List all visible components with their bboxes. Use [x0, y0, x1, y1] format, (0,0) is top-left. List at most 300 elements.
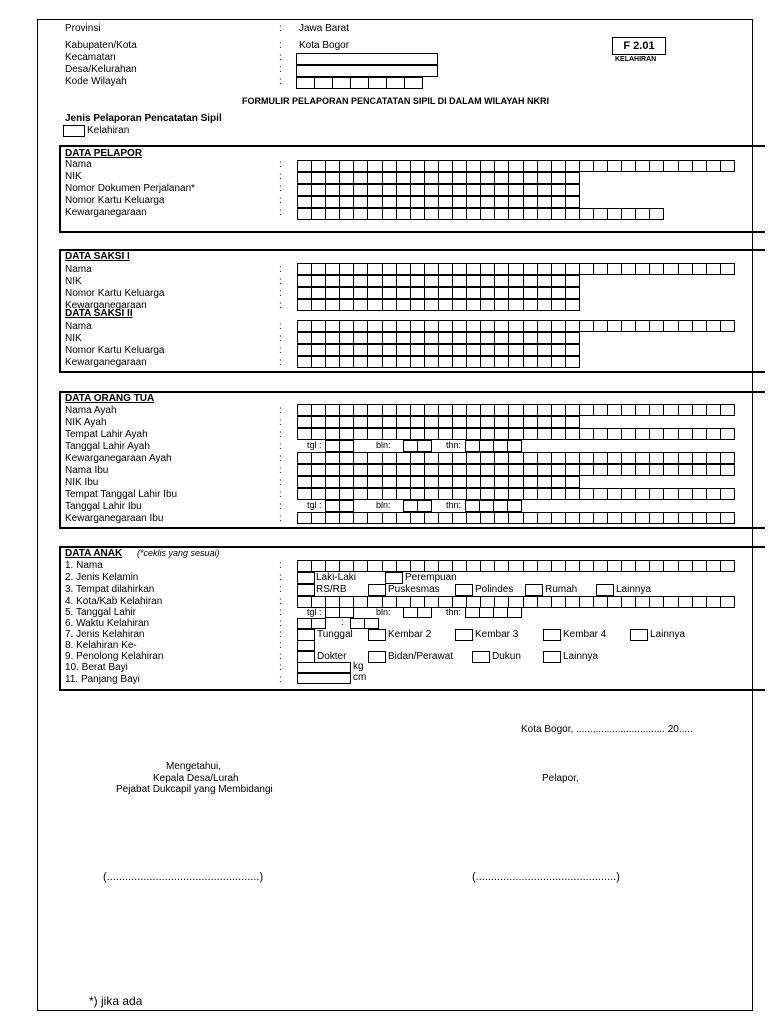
input-cell[interactable] [480, 184, 495, 196]
input-cell[interactable] [466, 488, 481, 500]
input-cell[interactable] [396, 428, 411, 440]
desa-field[interactable] [296, 65, 438, 77]
input-cell[interactable] [649, 452, 664, 464]
input-cell[interactable] [452, 196, 467, 208]
input-cell[interactable] [368, 77, 387, 89]
input-cell[interactable] [353, 263, 368, 275]
input-cell[interactable] [523, 428, 538, 440]
input-cell[interactable] [297, 464, 312, 476]
input-cell[interactable] [649, 320, 664, 332]
input-cell[interactable] [382, 263, 397, 275]
input-cell[interactable] [466, 560, 481, 572]
input-cell[interactable] [706, 263, 721, 275]
input-cell[interactable] [311, 476, 326, 488]
ortu-field-input[interactable] [297, 452, 734, 464]
input-cell[interactable] [508, 512, 523, 524]
input-cell[interactable] [410, 208, 425, 220]
input-cell[interactable] [537, 275, 552, 287]
input-cell[interactable] [593, 452, 608, 464]
input-cell[interactable] [353, 172, 368, 184]
input-cell[interactable] [565, 404, 580, 416]
input-cell[interactable] [311, 287, 326, 299]
input-cell[interactable] [325, 416, 340, 428]
input-cell[interactable] [382, 356, 397, 368]
input-cell[interactable] [579, 452, 594, 464]
input-cell[interactable] [311, 299, 326, 311]
input-cell[interactable] [424, 160, 439, 172]
input-cell[interactable] [649, 404, 664, 416]
input-cell[interactable] [452, 452, 467, 464]
input-cell[interactable] [438, 464, 453, 476]
input-cell[interactable] [551, 160, 566, 172]
input-cell[interactable] [537, 560, 552, 572]
input-cell[interactable] [480, 560, 495, 572]
input-cell[interactable] [410, 275, 425, 287]
input-cell[interactable] [523, 184, 538, 196]
input-cell[interactable] [403, 500, 418, 512]
input-cell[interactable] [297, 320, 312, 332]
input-cell[interactable] [424, 356, 439, 368]
input-cell[interactable] [325, 275, 340, 287]
input-cell[interactable] [565, 208, 580, 220]
input-cell[interactable] [621, 560, 636, 572]
input-cell[interactable] [438, 512, 453, 524]
day-field[interactable] [325, 500, 353, 512]
input-cell[interactable] [396, 275, 411, 287]
kelahiran-ke-field[interactable] [297, 640, 315, 651]
input-cell[interactable] [579, 464, 594, 476]
input-cell[interactable] [339, 560, 354, 572]
input-cell[interactable] [396, 320, 411, 332]
input-cell[interactable] [692, 452, 707, 464]
input-cell[interactable] [479, 607, 494, 618]
input-cell[interactable] [339, 332, 354, 344]
tempat-puskesmas-checkbox[interactable] [368, 584, 386, 596]
input-cell[interactable] [565, 596, 580, 608]
saksi2-field-input[interactable] [297, 320, 734, 332]
input-cell[interactable] [452, 320, 467, 332]
input-cell[interactable] [607, 404, 622, 416]
input-cell[interactable] [551, 464, 566, 476]
input-cell[interactable] [410, 196, 425, 208]
input-cell[interactable] [297, 356, 312, 368]
input-cell[interactable] [508, 332, 523, 344]
saksi1-field-input[interactable] [297, 299, 579, 311]
input-cell[interactable] [494, 476, 509, 488]
input-cell[interactable] [537, 263, 552, 275]
input-cell[interactable] [494, 464, 509, 476]
ortu-field-input[interactable] [297, 428, 734, 440]
kecamatan-field[interactable] [296, 53, 438, 65]
gender-perempuan-checkbox[interactable] [385, 572, 403, 584]
input-cell[interactable] [692, 404, 707, 416]
input-cell[interactable] [466, 356, 481, 368]
input-cell[interactable] [706, 512, 721, 524]
input-cell[interactable] [621, 488, 636, 500]
input-cell[interactable] [367, 464, 382, 476]
input-cell[interactable] [593, 160, 608, 172]
input-cell[interactable] [325, 332, 340, 344]
pelapor-field-input[interactable] [297, 160, 734, 172]
input-cell[interactable] [325, 607, 340, 618]
input-cell[interactable] [621, 512, 636, 524]
input-cell[interactable] [339, 196, 354, 208]
input-cell[interactable] [452, 287, 467, 299]
input-cell[interactable] [339, 416, 354, 428]
input-cell[interactable] [353, 287, 368, 299]
input-cell[interactable] [635, 452, 650, 464]
input-cell[interactable] [508, 172, 523, 184]
input-cell[interactable] [593, 464, 608, 476]
input-cell[interactable] [508, 452, 523, 464]
input-cell[interactable] [466, 476, 481, 488]
input-cell[interactable] [382, 208, 397, 220]
input-cell[interactable] [438, 428, 453, 440]
input-cell[interactable] [551, 287, 566, 299]
jenis-lainnya-checkbox[interactable] [630, 629, 648, 641]
input-cell[interactable] [494, 416, 509, 428]
input-cell[interactable] [692, 464, 707, 476]
input-cell[interactable] [551, 263, 566, 275]
input-cell[interactable] [452, 488, 467, 500]
month-field[interactable] [403, 440, 431, 452]
input-cell[interactable] [678, 488, 693, 500]
input-cell[interactable] [565, 464, 580, 476]
input-cell[interactable] [579, 560, 594, 572]
input-cell[interactable] [353, 196, 368, 208]
input-cell[interactable] [607, 428, 622, 440]
input-cell[interactable] [353, 299, 368, 311]
input-cell[interactable] [607, 452, 622, 464]
input-cell[interactable] [424, 476, 439, 488]
input-cell[interactable] [438, 263, 453, 275]
input-cell[interactable] [551, 184, 566, 196]
input-cell[interactable] [508, 344, 523, 356]
input-cell[interactable] [297, 160, 312, 172]
input-cell[interactable] [396, 196, 411, 208]
input-cell[interactable] [466, 184, 481, 196]
input-cell[interactable] [382, 404, 397, 416]
input-cell[interactable] [692, 263, 707, 275]
input-cell[interactable] [635, 160, 650, 172]
input-cell[interactable] [593, 512, 608, 524]
input-cell[interactable] [466, 404, 481, 416]
input-cell[interactable] [480, 416, 495, 428]
input-cell[interactable] [424, 332, 439, 344]
input-cell[interactable] [367, 428, 382, 440]
input-cell[interactable] [311, 332, 326, 344]
saksi1-field-input[interactable] [297, 287, 579, 299]
input-cell[interactable] [635, 488, 650, 500]
input-cell[interactable] [480, 512, 495, 524]
input-cell[interactable] [635, 320, 650, 332]
input-cell[interactable] [480, 476, 495, 488]
input-cell[interactable] [692, 560, 707, 572]
input-cell[interactable] [663, 596, 678, 608]
input-cell[interactable] [565, 263, 580, 275]
input-cell[interactable] [692, 596, 707, 608]
input-cell[interactable] [565, 476, 580, 488]
input-cell[interactable] [466, 332, 481, 344]
input-cell[interactable] [523, 560, 538, 572]
input-cell[interactable] [466, 464, 481, 476]
input-cell[interactable] [579, 404, 594, 416]
input-cell[interactable] [537, 356, 552, 368]
input-cell[interactable] [339, 160, 354, 172]
penolong-bidan-checkbox[interactable] [368, 651, 386, 663]
input-cell[interactable] [396, 160, 411, 172]
input-cell[interactable] [607, 160, 622, 172]
input-cell[interactable] [311, 320, 326, 332]
input-cell[interactable] [382, 428, 397, 440]
input-cell[interactable] [551, 208, 566, 220]
input-cell[interactable] [367, 332, 382, 344]
kelahiran-checkbox[interactable] [63, 125, 85, 137]
input-cell[interactable] [579, 263, 594, 275]
input-cell[interactable] [720, 452, 735, 464]
input-cell[interactable] [537, 208, 552, 220]
input-cell[interactable] [396, 208, 411, 220]
input-cell[interactable] [480, 196, 495, 208]
input-cell[interactable] [311, 172, 326, 184]
input-cell[interactable] [339, 500, 354, 512]
tempat-rsrb-checkbox[interactable] [297, 584, 315, 596]
kode-wilayah-field[interactable] [296, 77, 422, 89]
input-cell[interactable] [706, 404, 721, 416]
input-cell[interactable] [353, 356, 368, 368]
input-cell[interactable] [382, 416, 397, 428]
input-cell[interactable] [325, 196, 340, 208]
input-cell[interactable] [466, 172, 481, 184]
input-cell[interactable] [438, 488, 453, 500]
input-cell[interactable] [706, 160, 721, 172]
input-cell[interactable] [593, 404, 608, 416]
input-cell[interactable] [297, 476, 312, 488]
input-cell[interactable] [480, 287, 495, 299]
anak-month-field[interactable] [403, 607, 431, 618]
input-cell[interactable] [438, 320, 453, 332]
input-cell[interactable] [339, 476, 354, 488]
input-cell[interactable] [353, 416, 368, 428]
input-cell[interactable] [720, 596, 735, 608]
input-cell[interactable] [607, 320, 622, 332]
input-cell[interactable] [311, 208, 326, 220]
input-cell[interactable] [452, 172, 467, 184]
input-cell[interactable] [311, 196, 326, 208]
input-cell[interactable] [678, 560, 693, 572]
input-cell[interactable] [523, 320, 538, 332]
input-cell[interactable] [410, 172, 425, 184]
input-cell[interactable] [325, 208, 340, 220]
input-cell[interactable] [466, 452, 481, 464]
input-cell[interactable] [494, 208, 509, 220]
input-cell[interactable] [493, 500, 508, 512]
input-cell[interactable] [537, 332, 552, 344]
input-cell[interactable] [339, 440, 354, 452]
input-cell[interactable] [523, 172, 538, 184]
input-cell[interactable] [424, 263, 439, 275]
input-cell[interactable] [565, 196, 580, 208]
input-cell[interactable] [424, 196, 439, 208]
input-cell[interactable] [438, 275, 453, 287]
input-cell[interactable] [417, 440, 432, 452]
input-cell[interactable] [593, 596, 608, 608]
input-cell[interactable] [353, 560, 368, 572]
input-cell[interactable] [452, 560, 467, 572]
input-cell[interactable] [565, 488, 580, 500]
input-cell[interactable] [367, 404, 382, 416]
input-cell[interactable] [396, 263, 411, 275]
input-cell[interactable] [339, 452, 354, 464]
input-cell[interactable] [466, 512, 481, 524]
input-cell[interactable] [396, 287, 411, 299]
jenis-kembar3-checkbox[interactable] [455, 629, 473, 641]
input-cell[interactable] [424, 275, 439, 287]
panjang-bayi-field[interactable] [297, 673, 351, 684]
input-cell[interactable] [621, 208, 636, 220]
input-cell[interactable] [386, 77, 405, 89]
input-cell[interactable] [353, 208, 368, 220]
input-cell[interactable] [410, 416, 425, 428]
input-cell[interactable] [494, 275, 509, 287]
ortu-field-input[interactable] [297, 512, 734, 524]
input-cell[interactable] [537, 452, 552, 464]
input-cell[interactable] [438, 332, 453, 344]
input-cell[interactable] [607, 464, 622, 476]
input-cell[interactable] [565, 287, 580, 299]
input-cell[interactable] [523, 464, 538, 476]
input-cell[interactable] [367, 344, 382, 356]
input-cell[interactable] [339, 404, 354, 416]
input-cell[interactable] [325, 172, 340, 184]
time-minute-field[interactable] [350, 618, 378, 629]
input-cell[interactable] [537, 344, 552, 356]
input-cell[interactable] [403, 440, 418, 452]
tempat-rumah-checkbox[interactable] [525, 584, 543, 596]
input-cell[interactable] [396, 184, 411, 196]
input-cell[interactable] [452, 184, 467, 196]
input-cell[interactable] [297, 560, 312, 572]
input-cell[interactable] [297, 184, 312, 196]
input-cell[interactable] [367, 320, 382, 332]
input-cell[interactable] [494, 172, 509, 184]
input-cell[interactable] [507, 440, 522, 452]
input-cell[interactable] [551, 299, 566, 311]
input-cell[interactable] [424, 320, 439, 332]
input-cell[interactable] [551, 416, 566, 428]
input-cell[interactable] [523, 452, 538, 464]
input-cell[interactable] [424, 208, 439, 220]
pelapor-field-input[interactable] [297, 208, 663, 220]
input-cell[interactable] [523, 596, 538, 608]
input-cell[interactable] [649, 464, 664, 476]
input-cell[interactable] [396, 512, 411, 524]
input-cell[interactable] [311, 428, 326, 440]
input-cell[interactable] [452, 263, 467, 275]
input-cell[interactable] [508, 263, 523, 275]
input-cell[interactable] [410, 452, 425, 464]
input-cell[interactable] [565, 560, 580, 572]
input-cell[interactable] [565, 160, 580, 172]
input-cell[interactable] [339, 275, 354, 287]
input-cell[interactable] [523, 160, 538, 172]
input-cell[interactable] [621, 596, 636, 608]
input-cell[interactable] [551, 452, 566, 464]
input-cell[interactable] [635, 512, 650, 524]
saksi1-field-input[interactable] [297, 275, 579, 287]
input-cell[interactable] [479, 500, 494, 512]
input-cell[interactable] [607, 560, 622, 572]
input-cell[interactable] [579, 320, 594, 332]
input-cell[interactable] [663, 428, 678, 440]
input-cell[interactable] [311, 488, 326, 500]
input-cell[interactable] [579, 160, 594, 172]
input-cell[interactable] [508, 160, 523, 172]
input-cell[interactable] [480, 344, 495, 356]
input-cell[interactable] [410, 287, 425, 299]
input-cell[interactable] [382, 512, 397, 524]
input-cell[interactable] [353, 596, 368, 608]
input-cell[interactable] [565, 299, 580, 311]
input-cell[interactable] [537, 196, 552, 208]
input-cell[interactable] [649, 428, 664, 440]
input-cell[interactable] [663, 560, 678, 572]
input-cell[interactable] [551, 476, 566, 488]
input-cell[interactable] [678, 596, 693, 608]
input-cell[interactable] [353, 404, 368, 416]
input-cell[interactable] [410, 512, 425, 524]
input-cell[interactable] [465, 500, 480, 512]
input-cell[interactable] [382, 488, 397, 500]
input-cell[interactable] [551, 404, 566, 416]
input-cell[interactable] [311, 263, 326, 275]
input-cell[interactable] [438, 560, 453, 572]
input-cell[interactable] [353, 464, 368, 476]
input-cell[interactable] [452, 160, 467, 172]
input-cell[interactable] [325, 560, 340, 572]
input-cell[interactable] [663, 452, 678, 464]
input-cell[interactable] [424, 299, 439, 311]
input-cell[interactable] [339, 184, 354, 196]
input-cell[interactable] [297, 332, 312, 344]
input-cell[interactable] [494, 404, 509, 416]
input-cell[interactable] [297, 416, 312, 428]
input-cell[interactable] [438, 404, 453, 416]
input-cell[interactable] [537, 404, 552, 416]
input-cell[interactable] [410, 428, 425, 440]
input-cell[interactable] [424, 512, 439, 524]
input-cell[interactable] [297, 287, 312, 299]
input-cell[interactable] [311, 184, 326, 196]
input-cell[interactable] [551, 320, 566, 332]
jenis-kembar4-checkbox[interactable] [543, 629, 561, 641]
input-cell[interactable] [367, 488, 382, 500]
input-cell[interactable] [325, 428, 340, 440]
input-cell[interactable] [706, 464, 721, 476]
input-cell[interactable] [410, 344, 425, 356]
input-cell[interactable] [296, 77, 315, 89]
input-cell[interactable] [410, 404, 425, 416]
input-cell[interactable] [551, 196, 566, 208]
input-cell[interactable] [551, 596, 566, 608]
input-cell[interactable] [396, 299, 411, 311]
input-cell[interactable] [621, 160, 636, 172]
input-cell[interactable] [649, 488, 664, 500]
input-cell[interactable] [508, 476, 523, 488]
input-cell[interactable] [297, 208, 312, 220]
input-cell[interactable] [424, 287, 439, 299]
input-cell[interactable] [579, 596, 594, 608]
